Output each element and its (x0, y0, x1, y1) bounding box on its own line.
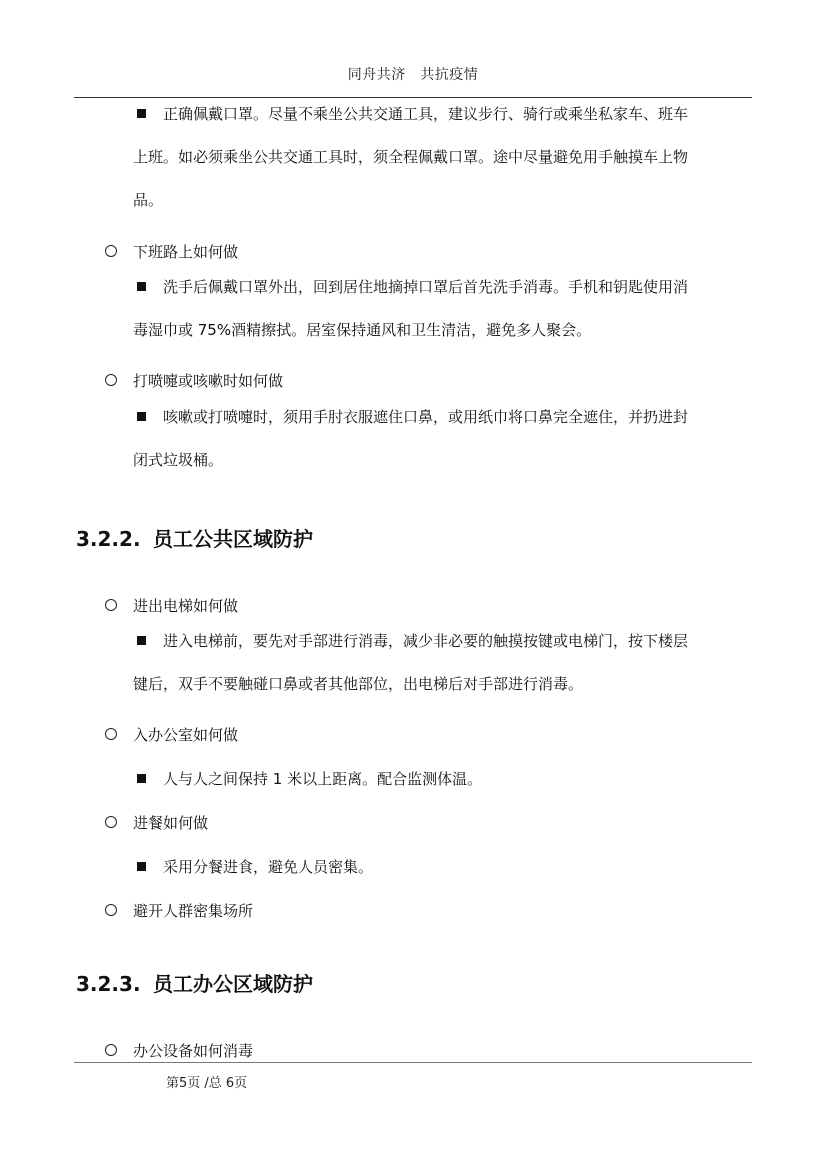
paragraph-text: 洗手后佩戴口罩外出，回到居住地摘掉口罩后首先洗手消毒。手机和钥匙使用消 (163, 278, 689, 296)
section-number: 3.2.3. (76, 972, 141, 996)
paragraph-text: 采用分餐进食，避免人员密集。 (163, 858, 374, 876)
list-item-disinfect (105, 1041, 253, 1061)
list-item-label: 办公设备如何消毒 (133, 1042, 254, 1060)
paragraph-meal (135, 846, 747, 889)
list-item-meal (105, 813, 208, 833)
section-title: 员工公共区域防护 (153, 527, 313, 551)
square-bullet-icon (137, 109, 146, 118)
list-item-label: 进餐如何做 (133, 814, 209, 832)
paragraph-offwork (135, 266, 747, 352)
list-item-label: 入办公室如何做 (133, 726, 239, 744)
square-bullet-icon (137, 412, 146, 421)
square-bullet-icon (137, 636, 146, 645)
paragraph-line: 上班。如必须乘坐公共交通工具时，须全程佩戴口罩。途中尽量避免用手触摸车上物 (133, 148, 689, 166)
section-heading-3-2-2 (76, 523, 313, 552)
paragraph-text: 咳嗽或打喷嚏时，须用手肘衣服遮住口鼻，或用纸巾将口鼻完全遮住，并扔进封 (163, 408, 689, 426)
list-item-label: 下班路上如何做 (133, 243, 239, 261)
page-number: 第5页 /总 6页 (166, 1076, 248, 1091)
circle-bullet-icon (105, 728, 117, 740)
square-bullet-icon (137, 862, 146, 871)
list-item-label: 打喷嚏或咳嗽时如何做 (133, 372, 284, 390)
paragraph-line: 毒湿巾或 75%酒精擦拭。居室保持通风和卫生清洁，避免多人聚会。 (133, 321, 592, 339)
list-item-sneeze (105, 371, 283, 391)
paragraph-text: 进入电梯前，要先对手部进行消毒，减少非必要的触摸按键或电梯门，按下楼层 (163, 632, 689, 650)
paragraph-text: 正确佩戴口罩。尽量不乘坐公共交通工具，建议步行、骑行或乘坐私家车、班车 (163, 105, 689, 123)
paragraph-line: 键后，双手不要触碰口鼻或者其他部位，出电梯后对手部进行消毒。 (133, 675, 584, 693)
circle-bullet-icon (105, 599, 117, 611)
paragraph-line (135, 758, 747, 801)
list-item-crowd (105, 901, 253, 921)
square-bullet-icon (137, 282, 146, 291)
paragraph-line (135, 396, 747, 439)
paragraph-line (135, 846, 747, 889)
list-item-office (105, 725, 238, 745)
circle-bullet-icon (105, 816, 117, 828)
list-item-label: 进出电梯如何做 (133, 597, 239, 615)
paragraph-sneeze (135, 396, 747, 482)
circle-bullet-icon (105, 1044, 117, 1056)
paragraph-line: 闭式垃圾桶。 (133, 451, 224, 469)
paragraph-line (135, 620, 747, 663)
circle-bullet-icon (105, 374, 117, 386)
square-bullet-icon (137, 774, 146, 783)
circle-bullet-icon (105, 904, 117, 916)
section-title: 员工办公区域防护 (153, 972, 313, 996)
footer-divider (74, 1062, 752, 1063)
paragraph-line (135, 93, 747, 136)
paragraph-text: 人与人之间保持 1 米以上距离。配合监测体温。 (163, 770, 483, 788)
circle-bullet-icon (105, 245, 117, 257)
paragraph-office (135, 758, 747, 801)
paragraph-commute (135, 93, 747, 222)
paragraph-line: 品。 (133, 191, 164, 209)
list-item-elevator (105, 596, 238, 616)
paragraph-elevator (135, 620, 747, 706)
list-item-offwork (105, 242, 238, 262)
page-header: 同舟共济 共抗疫情 (347, 67, 479, 83)
section-heading-3-2-3 (76, 968, 313, 997)
list-item-label: 避开人群密集场所 (133, 902, 254, 920)
paragraph-line (135, 266, 747, 309)
section-number: 3.2.2. (76, 527, 141, 551)
